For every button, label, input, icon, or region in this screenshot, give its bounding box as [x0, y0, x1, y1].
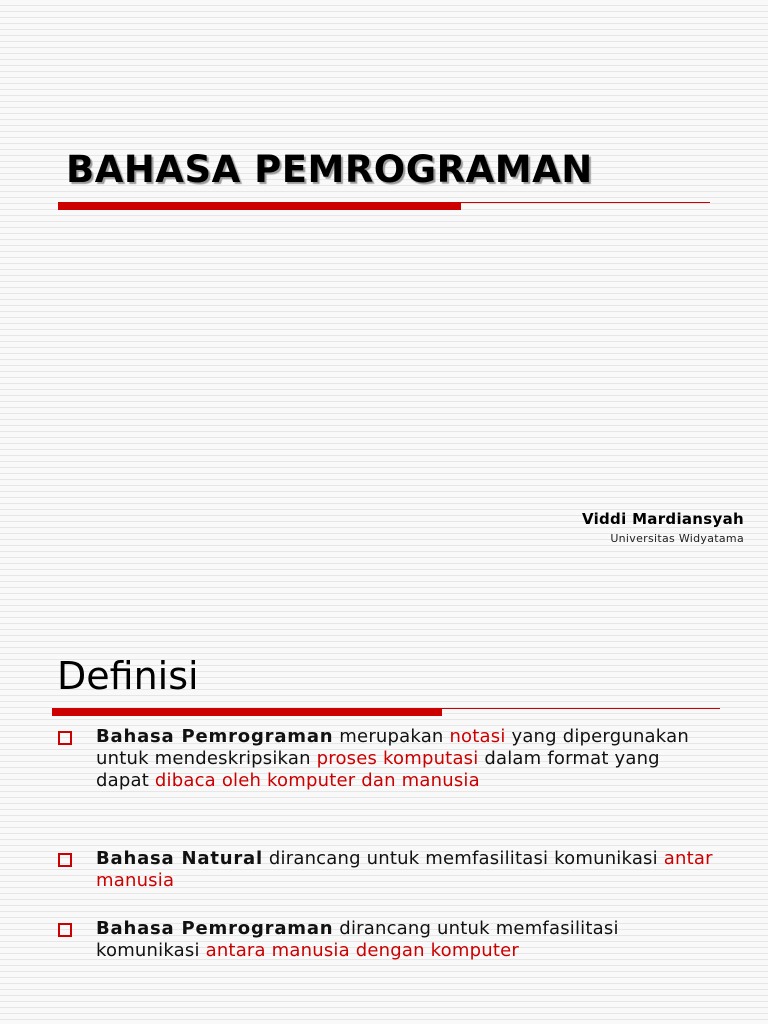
author-name: Viddi Mardiansyah: [581, 510, 744, 528]
bullet-list: [58, 726, 718, 962]
list-item: [58, 918, 718, 962]
bullet-highlight: dibaca oleh komputer dan manusia: [154, 770, 480, 791]
author-affiliation: Universitas Widyatama: [610, 532, 744, 545]
title-underline-thick: [58, 202, 461, 210]
bullet-highlight: antar manusia: [96, 848, 713, 891]
title-underline-thin: [461, 202, 710, 203]
author-block: [582, 510, 744, 545]
bullet-text: yang dipergunakan untuk mendeskripsikan: [96, 726, 689, 769]
definition-slide: [0, 630, 768, 1024]
bullet-term: Bahasa Pemrograman: [96, 726, 334, 747]
hollow-square-bullet-icon: [58, 853, 72, 867]
bullet-text: dirancang untuk memfasilitasi komunikasi: [96, 918, 619, 961]
bullet-highlight: proses komputasi: [316, 748, 479, 769]
bullet-text: dirancang untuk memfasilitasi komunikasi: [262, 848, 664, 869]
hollow-square-bullet-icon: [58, 731, 72, 745]
title-underline-thin: [442, 708, 720, 709]
bullet-term: Bahasa Natural: [96, 848, 263, 869]
hollow-square-bullet-icon: [58, 923, 72, 937]
list-item: [58, 848, 718, 892]
bullet-highlight: notasi: [449, 726, 506, 747]
title-underline-thick: [52, 708, 442, 716]
bullet-highlight: antara manusia dengan komputer: [205, 940, 519, 961]
list-item: [58, 726, 718, 792]
bullet-term: Bahasa Pemrograman: [96, 918, 334, 939]
bullet-text: dalam format yang dapat: [96, 748, 660, 791]
bullet-text: merupakan: [333, 726, 450, 747]
slide-title: BAHASA PEMROGRAMAN: [66, 148, 593, 191]
slide-title: Definisi: [57, 654, 199, 698]
